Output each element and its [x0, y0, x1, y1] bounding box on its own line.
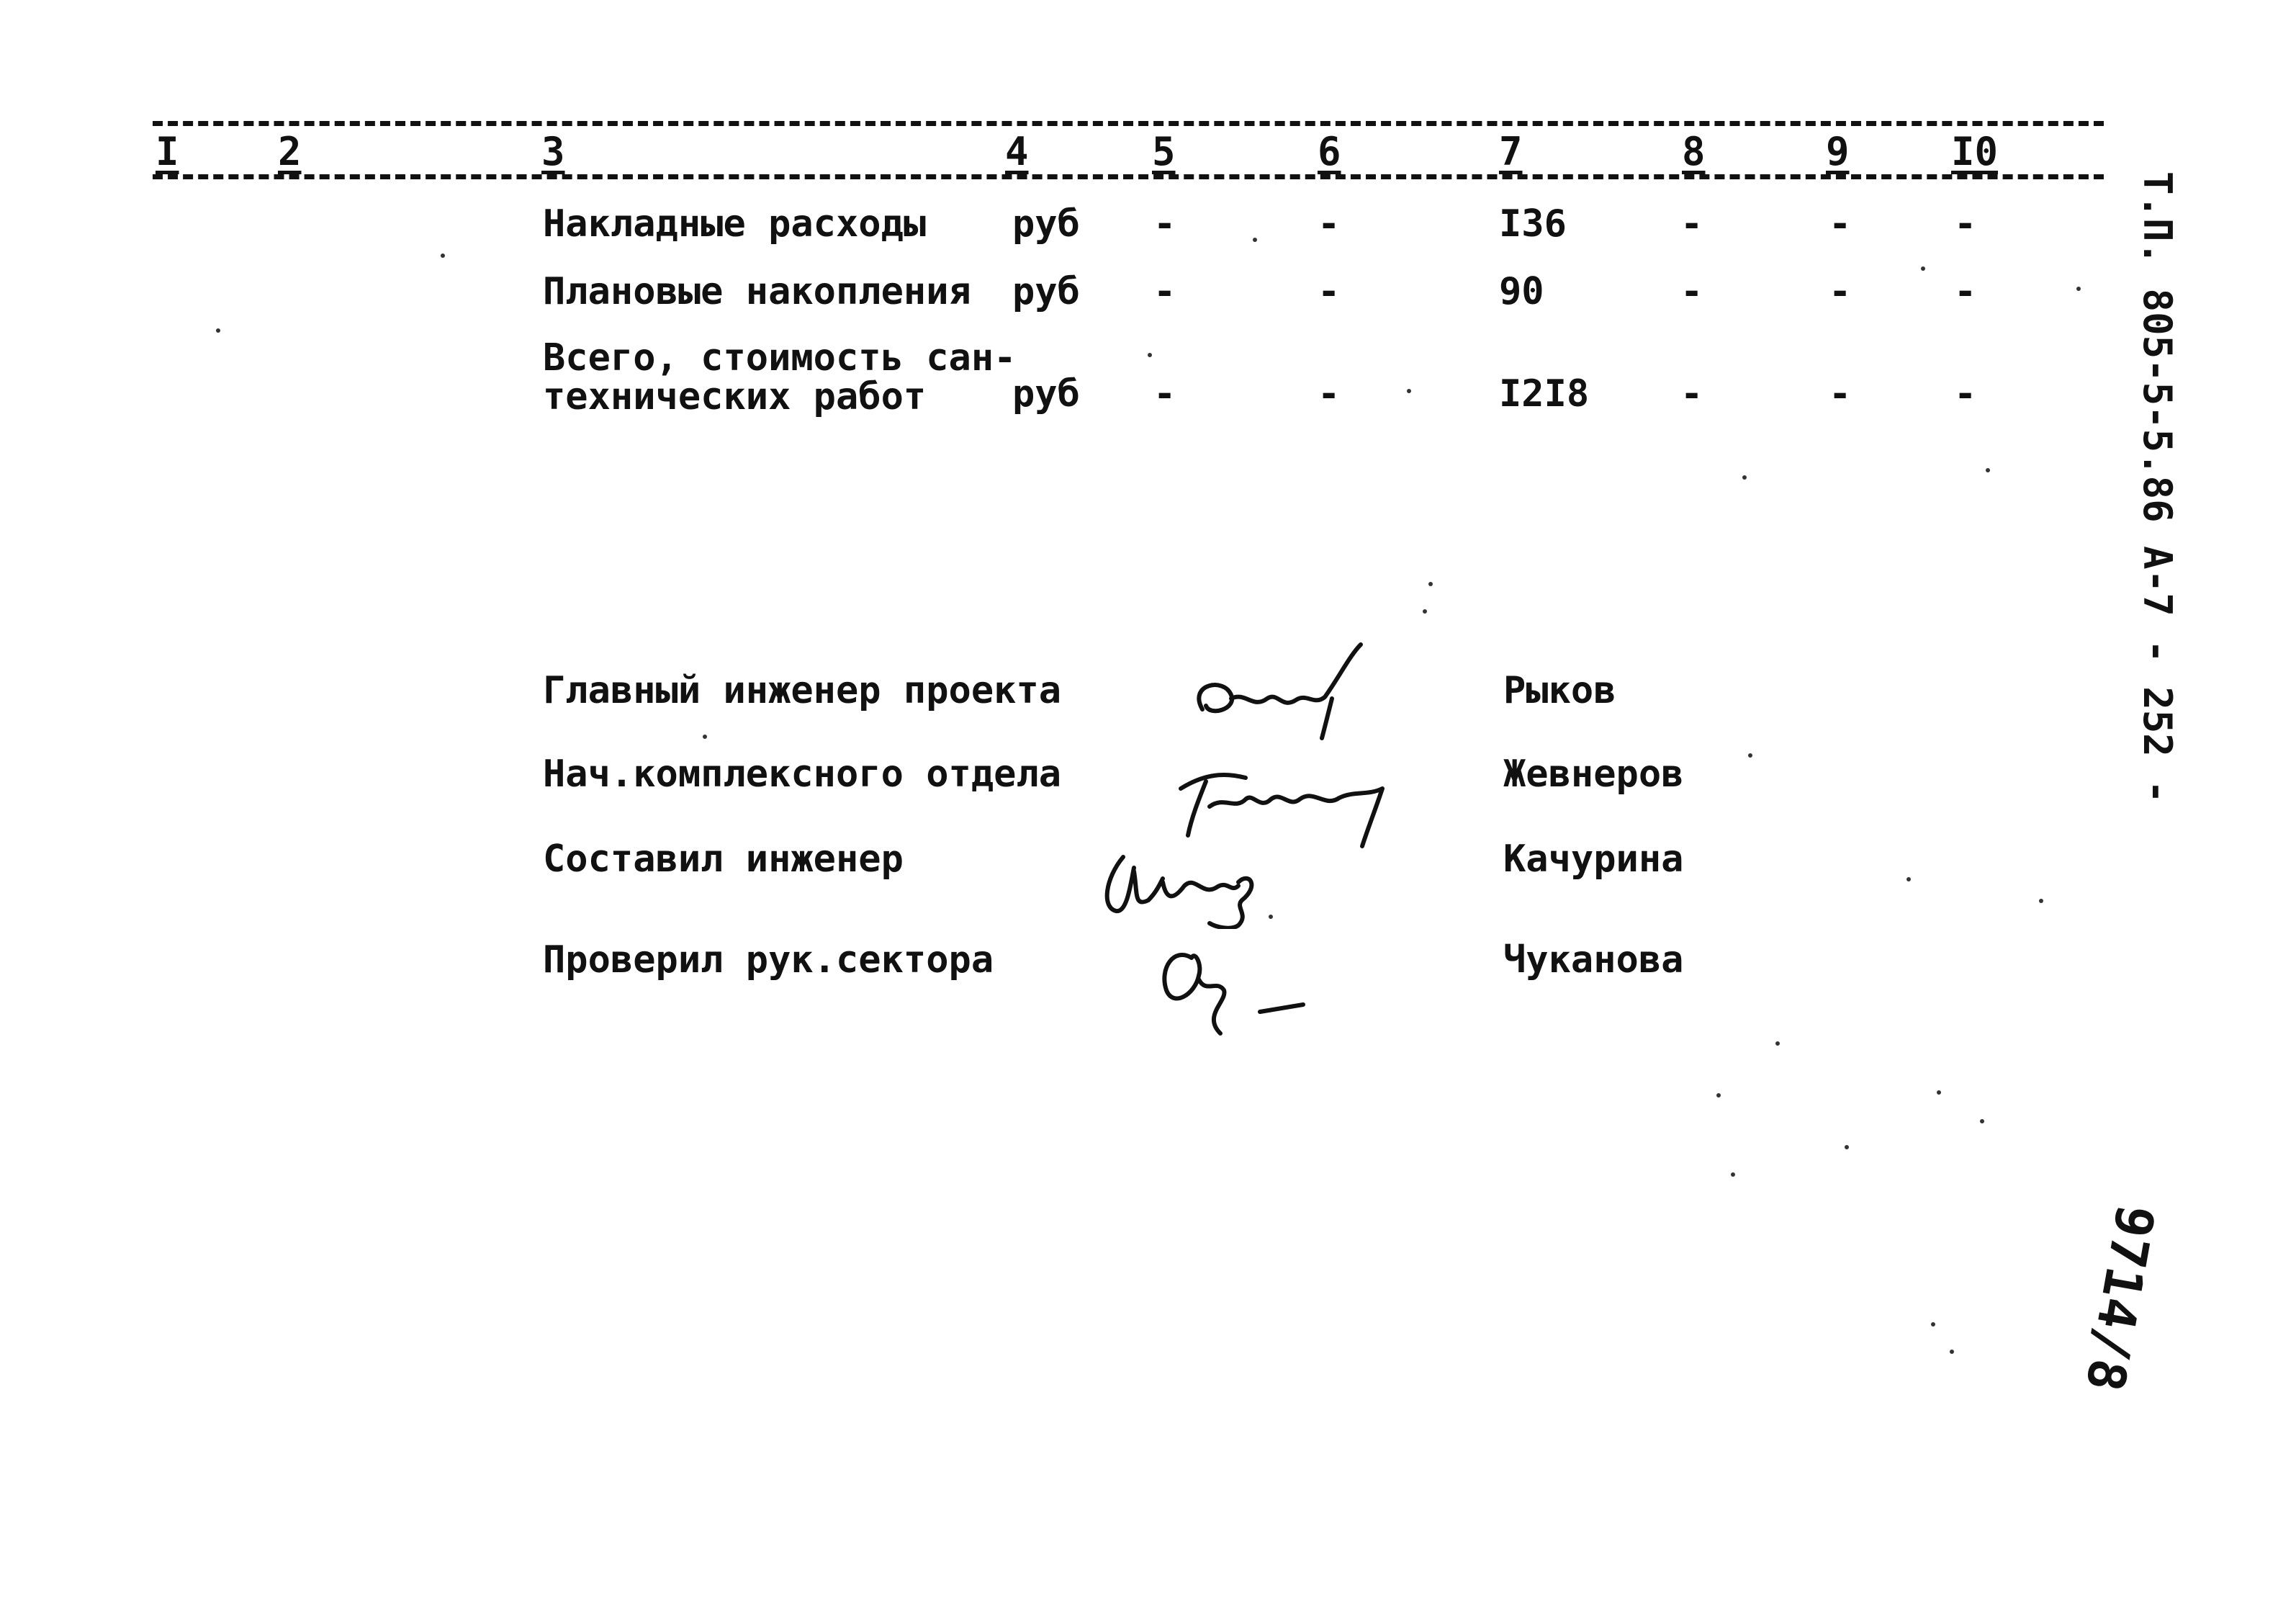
signature-name: Чуканова: [1503, 938, 1684, 982]
handwritten-signature-2: [1166, 756, 1397, 850]
row-col5: -: [1153, 372, 1176, 416]
scan-speck: [1423, 609, 1427, 614]
scan-speck: [1950, 1350, 1954, 1354]
row-unit: руб: [1012, 270, 1080, 313]
row-col7: 90: [1499, 270, 1544, 313]
row-col10: -: [1954, 372, 1977, 416]
scan-speck: [1845, 1145, 1849, 1149]
header-top-rule: [153, 121, 2104, 126]
handwritten-signature-4: [1152, 936, 1325, 1044]
row-col8: -: [1680, 372, 1703, 416]
scan-speck: [1937, 1090, 1941, 1095]
header-bottom-rule: [153, 174, 2104, 179]
row-col8: -: [1680, 270, 1703, 313]
side-document-code: Т.П. 805-5-5.86 А-7 - 252 -: [2135, 171, 2180, 804]
signature-role: Главный инженер проекта: [543, 669, 1062, 712]
row-name: Накладные расходы: [543, 202, 927, 246]
row-col9: -: [1829, 270, 1852, 313]
row-unit: руб: [1012, 372, 1080, 416]
row-col10: -: [1954, 270, 1977, 313]
scan-speck: [1731, 1172, 1735, 1177]
header-col-6: 6: [1318, 129, 1341, 174]
row-col9: -: [1829, 372, 1852, 416]
signature-role: Проверил рук.сектора: [543, 938, 994, 982]
header-col-7: 7: [1499, 129, 1523, 174]
scan-speck: [1931, 1322, 1935, 1327]
scan-speck: [2039, 899, 2043, 903]
scan-speck: [216, 328, 220, 333]
scan-speck: [1906, 877, 1911, 881]
scan-speck: [1742, 475, 1747, 480]
row-col6: -: [1318, 372, 1341, 416]
row-col8: -: [1680, 202, 1703, 246]
signature-name: Качурина: [1503, 838, 1684, 881]
row-name: Плановые накопления: [543, 270, 971, 313]
scan-speck: [2076, 287, 2081, 291]
row-unit: руб: [1012, 202, 1080, 246]
signature-role: Нач.комплексного отдела: [543, 753, 1062, 796]
row-col7: I36: [1499, 202, 1567, 246]
scan-speck: [703, 735, 707, 739]
scan-speck: [1716, 1093, 1721, 1097]
archive-number: 9714/8: [2074, 1200, 2166, 1396]
scan-speck: [1253, 238, 1257, 242]
row-col6: -: [1318, 270, 1341, 313]
row-col10: -: [1954, 202, 1977, 246]
scan-speck: [1748, 753, 1752, 758]
header-col-5: 5: [1152, 129, 1176, 174]
header-col-3: 3: [541, 129, 565, 174]
header-col-4: 4: [1005, 129, 1029, 174]
header-col-8: 8: [1682, 129, 1706, 174]
scan-speck: [1428, 582, 1433, 586]
handwritten-signature-1: [1181, 641, 1375, 742]
header-col-2: 2: [278, 129, 302, 174]
row-col7: I2I8: [1499, 372, 1590, 416]
row-col5: -: [1153, 202, 1176, 246]
scan-speck: [1986, 468, 1990, 472]
row-name-line2: технических работ: [543, 375, 927, 418]
signature-name: Жевнеров: [1503, 753, 1684, 796]
scan-speck: [1148, 353, 1152, 357]
row-col5: -: [1153, 270, 1176, 313]
signature-role: Составил инженер: [543, 838, 904, 881]
scan-speck: [1269, 915, 1273, 919]
row-col6: -: [1318, 202, 1341, 246]
scan-speck: [1775, 1041, 1780, 1046]
scan-speck: [1407, 389, 1411, 393]
row-name-line1: Всего, стоимость сан-: [543, 336, 1017, 380]
row-col9: -: [1829, 202, 1852, 246]
header-col-1: I: [156, 129, 179, 174]
header-col-10: I0: [1951, 129, 1999, 174]
header-col-9: 9: [1826, 129, 1850, 174]
handwritten-signature-3: [1094, 843, 1282, 929]
scan-speck: [441, 253, 445, 258]
scan-speck: [1980, 1119, 1984, 1123]
scan-speck: [1921, 266, 1925, 271]
signature-name: Рыков: [1503, 669, 1616, 712]
